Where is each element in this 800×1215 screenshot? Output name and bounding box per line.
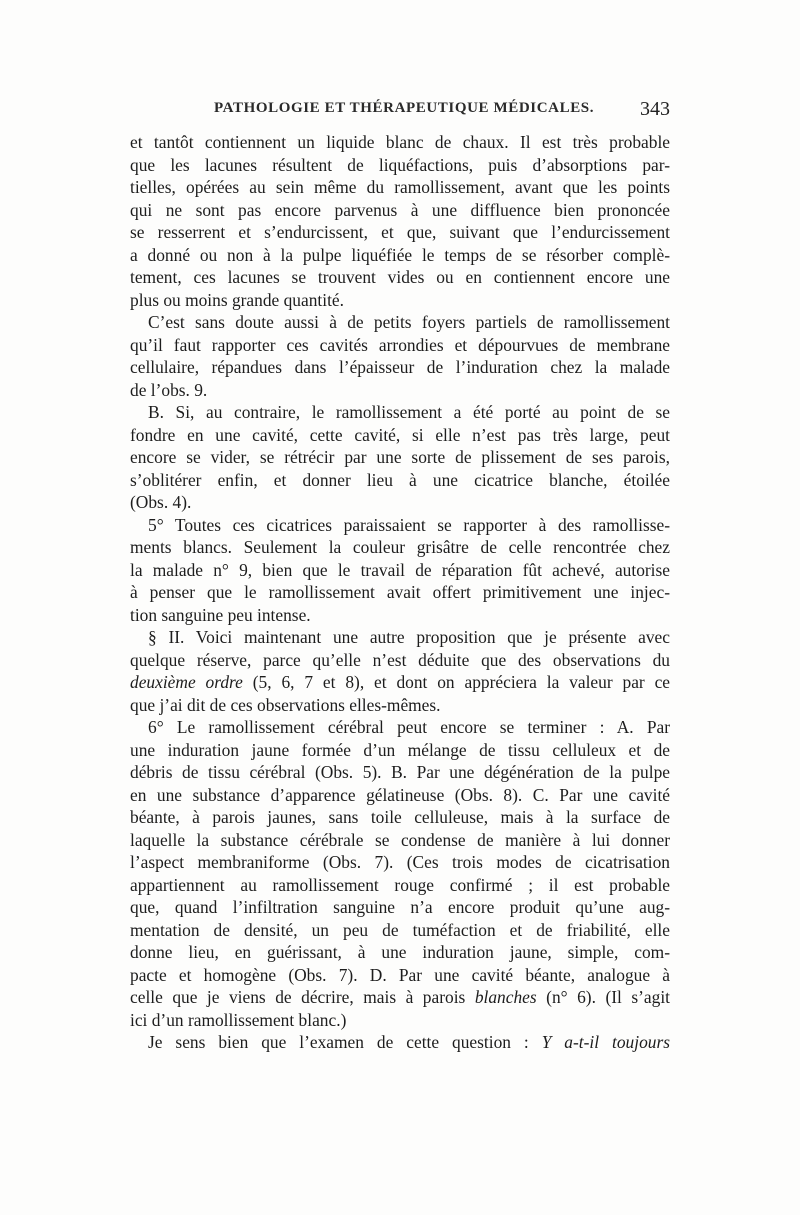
- text-line: 6° Le ramollissement cérébral peut encore se terminer : A. Par: [148, 717, 670, 737]
- text-line: donne lieu, en guérissant, à une induration jaune, simple, com-: [130, 942, 670, 962]
- text-line: appartiennent au ramollissement rouge confirmé ; il est probable: [130, 874, 670, 895]
- text-line: s’oblitérer enfin, et donner lieu à une cicatrice blanche, étoilée: [130, 469, 670, 490]
- text-line: de l’obs. 9.: [130, 379, 208, 400]
- text-line: qu’il faut rapporter ces cavités arrondies et dépourvues de membrane: [130, 334, 670, 355]
- text-line: débris de tissu cérébral (Obs. 5). B. Par une dégénération de la pulpe: [130, 762, 670, 782]
- text-line: que, quand l’infiltration sanguine n’a encore produit qu’une aug-: [130, 897, 670, 917]
- text-line: 5° Toutes ces cicatrices paraissaient se rapporter à des ramollisse-: [148, 514, 670, 535]
- body-text: [130, 131, 670, 1054]
- text-line: que les lacunes résultent de liquéfactions, puis d’absorptions par-: [130, 154, 670, 175]
- text-line-italic: deuxième ordre (5, 6, 7 et 8), et dont on appréciera la valeur par ce: [130, 672, 671, 692]
- text-line: béante, à parois jaunes, sans toile celluleuse, mais à la surface de: [130, 807, 670, 827]
- text-line: que j’ai dit de ces observations elles-mêmes.: [130, 694, 441, 715]
- text-line: tion sanguine peu intense.: [130, 604, 311, 625]
- text-line: une induration jaune formée d’un mélange de tissu celluleux et de: [130, 739, 670, 760]
- text-line: qui ne sont pas encore parvenus à une diffluence bien prononcée: [130, 199, 670, 220]
- text-line: mentation de densité, un peu de tuméfaction et de friabilité, elle: [130, 919, 670, 940]
- text-line: la malade n° 9, bien que le travail de réparation fût achevé, autorise: [130, 559, 670, 580]
- italic-phrase: deuxième ordre: [130, 672, 243, 692]
- text-line: laquelle la substance cérébrale se condense de manière à lui donner: [130, 829, 670, 850]
- italic-phrase: Y a-t-il toujours: [541, 1032, 671, 1052]
- text-line: encore se vider, se rétrécir par une sorte de plissement de ses parois,: [130, 447, 670, 467]
- text-line: en une substance d’apparence gélatineuse (Obs. 8). C. Par une cavité: [130, 784, 670, 805]
- page-number: 343: [640, 98, 670, 120]
- text-line: cellulaire, répandues dans l’épaisseur de l’induration chez la malade: [130, 357, 670, 377]
- text-line: et tantôt contiennent un liquide blanc de chaux. Il est très probable: [130, 132, 670, 152]
- text-line: plus ou moins grande quantité.: [130, 289, 344, 310]
- text-line: se resserrent et s’endurcissent, et que, suivant que l’endurcissement: [130, 222, 670, 242]
- text-line: § II. Voici maintenant une autre proposition que je présente avec: [148, 627, 670, 647]
- text-line: a donné ou non à la pulpe liquéfiée le temps de se résorber complè-: [130, 244, 670, 265]
- running-title: PATHOLOGIE ET THÉRAPEUTIQUE MÉDICALES.: [214, 100, 595, 116]
- text-line: tement, ces lacunes se trouvent vides ou en contiennent encore une: [130, 267, 670, 287]
- text-line: ments blancs. Seulement la couleur grisâtre de celle rencontrée chez: [130, 537, 670, 557]
- text-line: celle que je viens de décrire, mais à parois blanches (n° 6). (Il s’agit: [130, 987, 670, 1007]
- text-line: tielles, opérées au sein même du ramollissement, avant que les points: [130, 177, 670, 197]
- text-line: à penser que le ramollissement avait offert primitivement une injec-: [130, 582, 670, 602]
- text-line: quelque réserve, parce qu’elle n’est déduite que des observations du: [130, 649, 670, 670]
- text-line: ici d’un ramollissement blanc.): [130, 1009, 347, 1030]
- running-head: [130, 100, 670, 124]
- italic-phrase: blanches: [474, 987, 537, 1007]
- text-line: l’aspect membraniforme (Obs. 7). (Ces trois modes de cicatrisation: [130, 852, 670, 872]
- text-line: B. Si, au contraire, le ramollissement a été porté au point de se: [148, 402, 670, 422]
- text-line: pacte et homogène (Obs. 7). D. Par une cavité béante, analogue à: [130, 964, 670, 985]
- text-line: (Obs. 4).: [130, 492, 192, 512]
- text-line: fondre en une cavité, cette cavité, si elle n’est pas très large, peut: [130, 424, 670, 445]
- text-line: C’est sans doute aussi à de petits foyers partiels de ramollissement: [148, 312, 670, 332]
- text-line: Je sens bien que l’examen de cette question : Y a-t-il toujours: [148, 1032, 671, 1052]
